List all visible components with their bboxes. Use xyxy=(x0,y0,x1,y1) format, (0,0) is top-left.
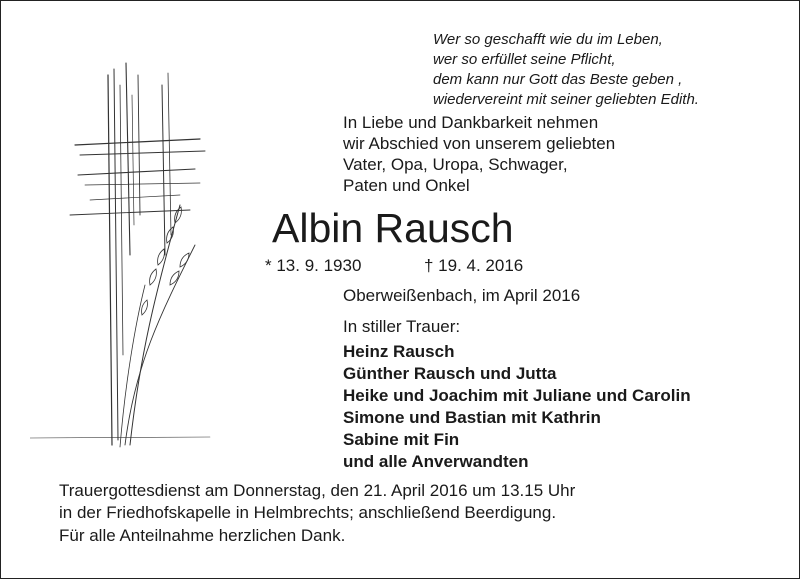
mourning-label: In stiller Trauer: xyxy=(343,317,461,336)
family-entry: Sabine mit Fin xyxy=(343,430,460,449)
poem-line: wiedervereint mit seiner geliebten Edith. xyxy=(433,91,699,108)
poem-line: dem kann nur Gott das Beste geben , xyxy=(433,71,683,88)
intro-text xyxy=(343,112,763,196)
family-entry: Simone und Bastian mit Kathrin xyxy=(343,408,601,427)
family-entry: Heike und Joachim mit Juliane und Carolin xyxy=(343,386,691,405)
intro-line: wir Abschied von unserem geliebten xyxy=(343,134,616,153)
service-line: Trauergottesdienst am Donnerstag, den 21. April 2016 um 13.15 Uhr xyxy=(59,481,576,500)
family-entry: Heinz Rausch xyxy=(343,342,455,361)
family-list xyxy=(343,341,783,473)
service-line: in der Friedhofskapelle in Helmbrechts; anschließend Beerdigung. xyxy=(59,503,557,522)
poem-line: Wer so geschafft wie du im Leben, xyxy=(433,31,663,48)
death-date: † 19. 4. 2016 xyxy=(424,256,524,275)
thanks-line: Für alle Anteilnahme herzlichen Dank. xyxy=(59,526,346,545)
deceased-name: Albin Rausch xyxy=(272,205,514,251)
cross-with-wheat-illustration xyxy=(30,55,220,455)
life-dates xyxy=(265,255,524,277)
family-entry: Günther Rausch und Jutta xyxy=(343,364,557,383)
funeral-service-info xyxy=(59,480,759,524)
intro-line: Vater, Opa, Uropa, Schwager, xyxy=(343,155,568,174)
family-entry: und alle Anverwandten xyxy=(343,452,529,471)
birth-date: * 13. 9. 1930 xyxy=(265,256,362,275)
intro-line: In Liebe und Dankbarkeit nehmen xyxy=(343,113,599,132)
place-and-date: Oberweißenbach, im April 2016 xyxy=(343,286,581,305)
memorial-poem xyxy=(433,30,763,110)
poem-line: wer so erfüllet seine Pflicht, xyxy=(433,51,616,68)
intro-line: Paten und Onkel xyxy=(343,176,470,195)
